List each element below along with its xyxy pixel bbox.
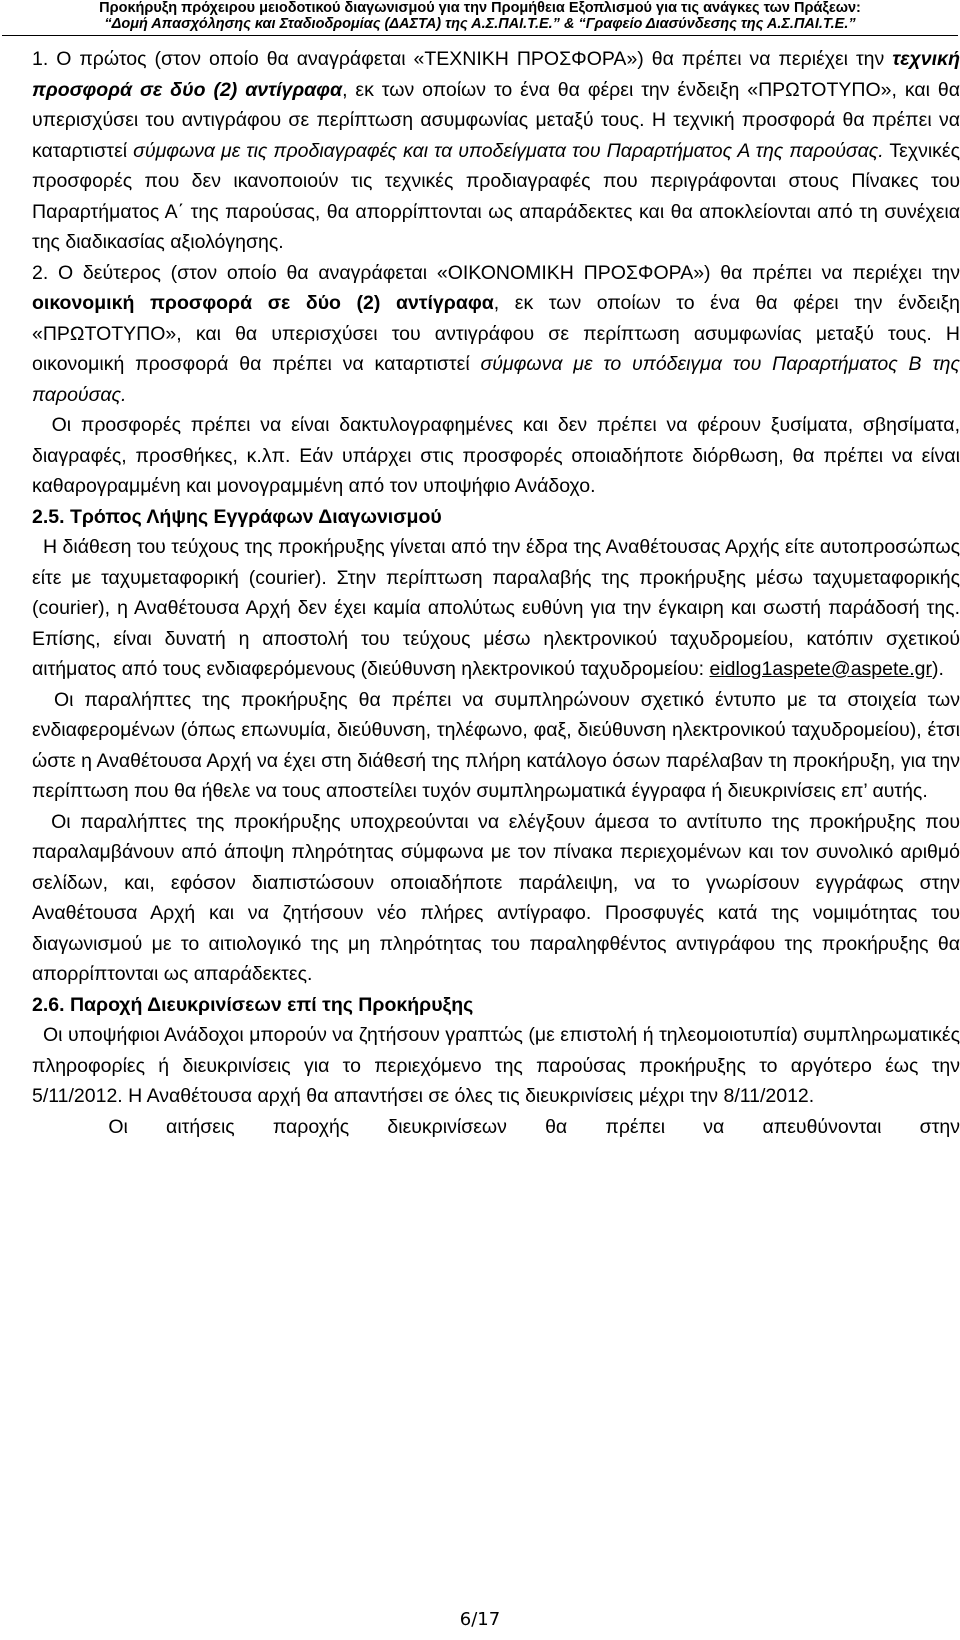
header-divider [2,35,958,36]
text-span: 2. Ο δεύτερος (στον οποίο θα αναγράφεται «ΟΙΚΟΝΟΜΙΚΗ ΠΡΟΣΦΟΡΑ») θα πρέπει να περιέχει την [32,261,960,284]
section-number: 2.5. [32,505,65,528]
running-header-line-2: “Δομή Απασχόλησης και Σταδιοδρομίας (ΔΑΣΤΑ) της Α.Σ.ΠΑΙ.Τ.Ε.” & “Γραφείο Διασύνδεσης της Α.Σ.ΠΑΙ.Τ.Ε.” [104,16,856,32]
section-title: Τρόπος Λήψης Εγγράφων Διαγωνισμού [69,505,442,528]
text-span: Οι παραλήπτες της προκήρυξης υποχρεούνται να ελέγξουν άμεσα το αντίτυπο της προκήρυξης που παραλαμβάνουν από άποψη πληρότητας σύμφωνα με τον πίνακα περιεχομένων και τον συνολικό αριθμό σελίδων, και, εφόσον διαπιστώσουν οποιαδήποτε παράλειψη, να το γνωρίσουν εγγράφως στην Αναθέτουσα Αρχή και να ζητήσουν νέο πλήρες αντίγραφο. Προσφυγές κατά της νομιμότητας του διαγωνισμού με το αιτιολογικό της μη πληρότητας του παραληφθέντος αντιγράφου της προκήρυξης θα απορρίπτονται ως απαράδεκτες. [32,810,960,985]
emphasis-technical-copies: τεχνική προσφορά σε δύο (2) αντίγραφα [32,48,960,101]
section-heading-2-5 [32,502,960,533]
paragraph-recipients-check [32,807,960,990]
running-header-line-1: Προκήρυξη πρόχειρου μειοδοτικού διαγωνισμού για την Προμήθεια Εξοπλισμού για τις ανάγκες των Πράξεων: [99,0,861,16]
text-span: Οι υποψήφιοι Ανάδοχοι μπορούν να ζητήσουν γραπτώς (με επιστολή ή τηλεομοιοτυπία) συμπληρωματικές πληροφορίες ή διευκρινίσεις για το περιεχόμενο της παρούσας προκήρυξης το αργότερο έως την 5/11/2012. Η Αναθέτουσα αρχή θα απαντήσει σε όλες τις διευκρινίσεις μέχρι την 8/11/2012. [32,1024,960,1107]
text-span: Οι προσφορές πρέπει να είναι δακτυλογραφημένες και δεν πρέπει να φέρουν ξυσίματα, σβησίματα, διαγραφές, προσθήκες, κ.λπ. Εάν υπάρχει στις προσφορές οποιαδήποτε διόρθωση, θα πρέπει να είναι καθαρογραμμένη και μονογραμμένη από τον υποψήφιο Ανάδοχο. [32,414,960,497]
paragraph-financial-offer [32,258,960,411]
text-span: Η διάθεση του τεύχους της προκήρυξης γίνεται από την έδρα της Αναθέτουσας Αρχής είτε αυτοπροσώπως είτε με ταχυμεταφορική (courier). Στην περίπτωση παραλαβής της προκήρυξης μέσω ταχυμεταφορικής (courier), η Αναθέτουσα Αρχή δεν έχει καμία απολύτως ευθύνη για την έγκαιρη και σωστή παράδοσή της. Επίσης, είναι δυνατή η αποστολή του τεύχους μέσω ηλεκτρονικού ταχυδρομείου, κατόπιν σχετικού αιτήματος από τους ενδιαφερόμενους (διεύθυνση ηλεκτρονικού ταχυδρομείου: [32,536,960,680]
text-span: , εκ των οποίων το ένα θα φέρει την ένδειξη «ΠΡΩΤΟΤΥΠΟ», και θα υπερισχύσει του αντιγράφου σε περίπτωση ασυμφωνίας μεταξύ τους. Η τεχνική προσφορά θα πρέπει να καταρτιστεί [32,78,960,162]
emphasis-annex-b: σύμφωνα με το υπόδειγμα του Παραρτήματος Β της παρούσας. [32,353,960,406]
text-span: Οι αιτήσεις παροχής διευκρινίσεων θα πρέπει να απευθύνονται στην [108,1115,960,1138]
paragraph-technical-offer [32,44,960,258]
section-heading-2-6 [32,990,960,1021]
paragraph-recipients-form [32,685,960,807]
section-number: 2.6. [32,993,65,1016]
text-span: , εκ των οποίων το ένα θα φέρει την ένδειξη «ΠΡΩΤΟΤΥΠΟ», και θα υπερισχύσει του αντιγράφου σε περίπτωση ασυμφωνίας μεταξύ τους. Η οικονομική προσφορά θα πρέπει να καταρτιστεί [32,292,960,375]
text-span: Τεχνικές προσφορές που δεν ικανοποιούν τις τεχνικές προδιαγραφές που περιγράφονται στους Πίνακες του Παραρτήματος Α΄ της παρούσας, θα απορρίπτονται ως απαράδεκτες και θα αποκλείονται από τη συνέχεια της διαδικασίας αξιολόγησης. [32,139,960,253]
text-span: ). [932,658,944,680]
paragraph-clarifications-request [32,1020,960,1112]
section-title: Παροχή Διευκρινίσεων επί της Προκήρυξης [69,993,474,1016]
text-span: Οι παραλήπτες της προκήρυξης θα πρέπει να συμπληρώνουν σχετικό έντυπο με τα στοιχεία των ενδιαφερομένων (όπως επωνυμία, διεύθυνση, τηλέφωνο, φαξ, διεύθυνση ηλεκτρονικού ταχυδρομείου), έτσι ώστε η Αναθέτουσα Αρχή να έχει στη διάθεσή της πλήρη κατάλογο όσων παρέλαβαν τη προκήρυξη, για την περίπτωση που θα ήθελε να τους αποστείλει τυχόν συμπληρωματικά έγγραφα ή διευκρινίσεις επ’ αυτής. [32,688,960,802]
paragraph-offer-format [32,410,960,502]
paragraph-documents-availability [32,532,960,685]
email-link[interactable]: eidlog1aspete@aspete.gr [709,658,933,680]
document-body [32,44,960,1142]
emphasis-annex-a: σύμφωνα με τις προδιαγραφές και τα υποδείγματα του Παραρτήματος Α της παρούσας. [133,139,884,162]
text-span: 1. Ο πρώτος (στον οποίο θα αναγράφεται «ΤΕΧΝΙΚΗ ΠΡΟΣΦΟΡΑ») θα πρέπει να περιέχει την [32,48,893,70]
page-number: 6/17 [459,1609,501,1630]
paragraph-clarifications-address [32,1112,960,1143]
emphasis-financial-copies: οικονομική προσφορά σε δύο (2) αντίγραφα [32,292,494,314]
